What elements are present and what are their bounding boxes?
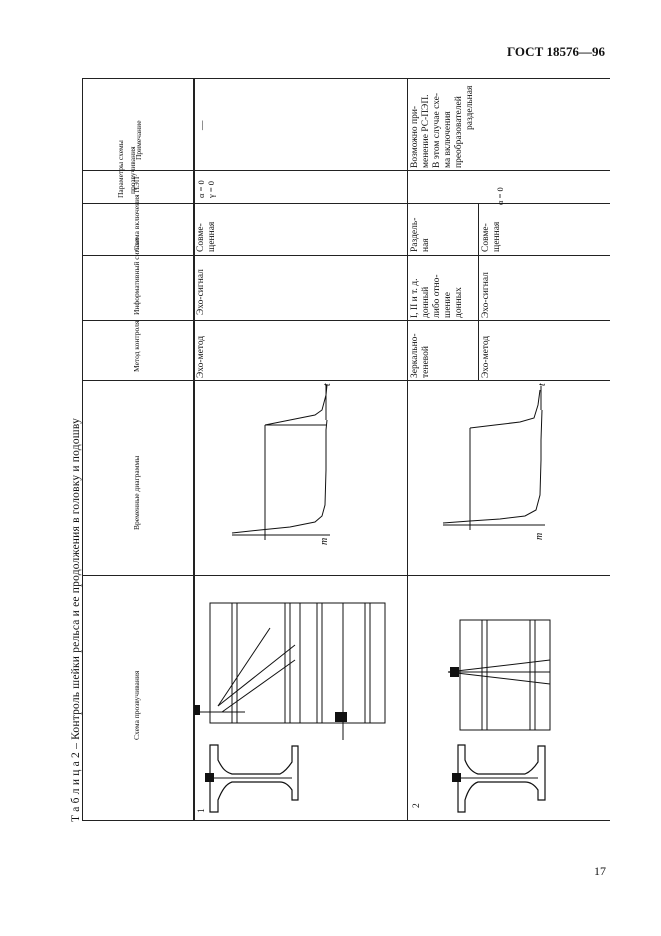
header-method: Метод контроля	[132, 320, 141, 372]
row2-signal-a-2: донный	[421, 286, 431, 318]
row1-m-label: m	[319, 537, 330, 545]
row2-signal-a-4: шение	[443, 292, 453, 318]
row1-signal: Эхо-сигнал	[196, 269, 206, 315]
row1-method: Эхо-метод	[196, 335, 206, 378]
row2-note-3: В этом случае схе-	[432, 92, 442, 168]
row2-note-2: менение РС-ПЭП.	[421, 94, 431, 168]
header-scheme: Схема прозвучивания	[132, 670, 141, 740]
row2-m-label: m	[534, 532, 545, 540]
row2-note-1: Возможно при-	[410, 105, 420, 168]
row1-pep-2: щенная	[207, 221, 217, 252]
row2-number: 2	[412, 803, 422, 808]
row1-pep-1: Совме-	[196, 223, 206, 252]
row2-signal-a-5: донных	[454, 287, 464, 318]
row2-signal-b: Эхо-сигнал	[481, 272, 491, 318]
row2-pep-a-2: ная	[421, 238, 431, 252]
document-header: ГОСТ 18576—96	[506, 44, 605, 59]
row2-signal-a-3: либо отно-	[432, 274, 442, 318]
row2-t-label: t	[537, 383, 548, 386]
row1-param-gamma: γ = 0	[206, 180, 216, 198]
row2-method-b: Эхо-метод	[481, 335, 491, 378]
header-params-1: Параметры схемы	[116, 140, 125, 198]
row2-method-a-2: теневой	[421, 346, 431, 378]
row1-number: 1	[197, 808, 207, 813]
row2-pep-a-1: Раздель-	[410, 217, 420, 252]
row2-pep-b-2: щенная	[492, 221, 502, 252]
header-note: Примечание	[134, 120, 143, 160]
row2-method-a-1: Зеркально-	[410, 333, 420, 378]
row1-param-alpha: α = 0	[196, 180, 206, 198]
row2-param: α = 0	[495, 187, 505, 205]
header-params-2: прозвучивания	[128, 146, 137, 194]
header-signal: Информативный сигнал	[132, 238, 141, 315]
page-number: 17	[594, 864, 606, 878]
row2-signal-a-1: I, II и т. д.	[410, 278, 420, 318]
header-pep: Схема включения ПЭП	[132, 176, 141, 251]
row2-note-4: ма включения	[443, 111, 453, 168]
row2-pep-b-1: Совме-	[481, 223, 491, 252]
row1-note: —	[198, 120, 208, 130]
table-caption: Т а б л и ц а 2 – Контроль шейки рельса и ее продолжения в головку и подошву	[70, 417, 82, 822]
row2-note-5: преобразователей	[454, 96, 464, 168]
header-timing: Временные диаграммы	[132, 455, 141, 530]
row2-note-6: раздельная	[465, 85, 475, 130]
row1-t-label: t	[322, 383, 333, 386]
